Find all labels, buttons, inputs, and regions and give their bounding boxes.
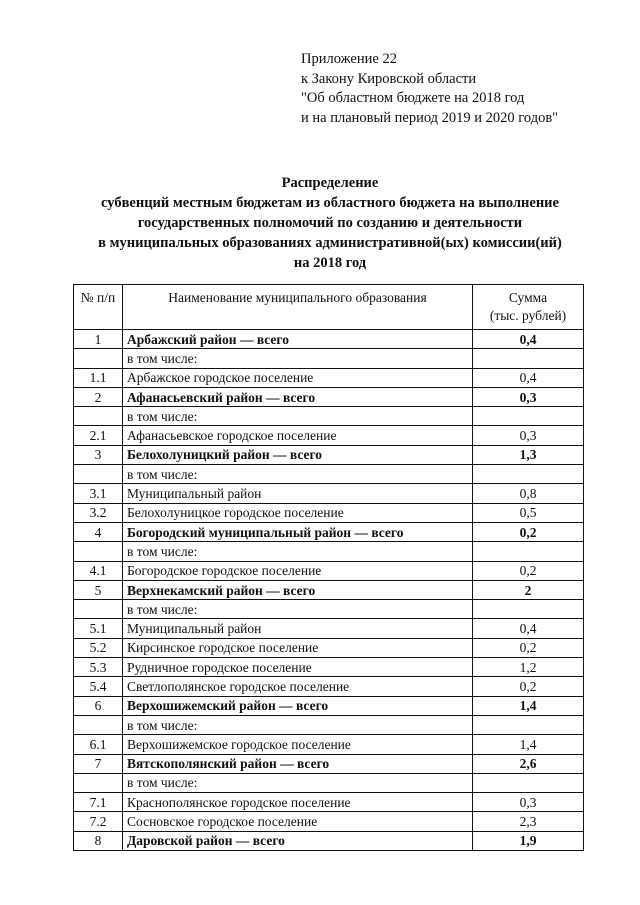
row-name: Белохолуницкий район — всего [123,445,473,464]
row-name: Богородский муниципальный район — всего [123,522,473,541]
row-name: Афанасьевский район — всего [123,387,473,406]
row-name: Краснополянское городское поселение [123,793,473,812]
table-row [74,330,584,349]
title-line: Распределение [281,175,379,191]
row-number: 4.1 [74,561,123,580]
appendix-line: "Об областном бюджете на 2018 год [301,90,525,106]
row-name: Кирсинское городское поселение [123,638,473,657]
row-number: 7.2 [74,812,123,831]
row-number: 3.2 [74,503,123,522]
row-number [74,542,123,561]
table-row [74,619,584,638]
row-name: Рудничное городское поселение [123,658,473,677]
row-sum: 1,9 [473,831,584,850]
row-name: Арбажское городское поселение [123,368,473,387]
row-name: Светлополянское городское поселение [123,677,473,696]
column-header-num: № п/п [74,285,123,330]
column-header-name: Наименование муниципального образования [123,285,473,330]
row-number: 3.1 [74,484,123,503]
table-row [74,773,584,792]
row-sum: 0,4 [473,330,584,349]
row-sum [473,715,584,734]
title-line: государственных полномочий по созданию и деятельности [137,215,523,231]
row-sum: 2 [473,580,584,599]
row-sum: 0,8 [473,484,584,503]
table-row [74,638,584,657]
row-name: Афанасьевское городское поселение [123,426,473,445]
row-number [74,773,123,792]
appendix-line: к Закону Кировской области [301,70,477,87]
row-name: Муниципальный район [123,619,473,638]
row-name: Верхошижемский район — всего [123,696,473,715]
table-row [74,735,584,754]
row-number: 7.1 [74,793,123,812]
row-sum: 0,4 [473,619,584,638]
row-name: в том числе: [123,600,473,619]
column-header-sum-line: (тыс. рублей) [489,308,567,323]
table-row [74,522,584,541]
row-number [74,349,123,368]
row-sum: 0,5 [473,503,584,522]
row-name: Белохолуницкое городское поселение [123,503,473,522]
table-body [74,330,584,851]
row-sum: 0,2 [473,522,584,541]
table-row [74,484,584,503]
row-number: 4 [74,522,123,541]
table-row [74,754,584,773]
row-number: 7 [74,754,123,773]
row-sum [473,600,584,619]
row-sum: 0,4 [473,368,584,387]
title-line: на 2018 год [293,255,367,271]
row-sum [473,542,584,561]
row-name: Вятскополянский район — всего [123,754,473,773]
row-number: 2.1 [74,426,123,445]
table-row [74,407,584,426]
row-sum [473,407,584,426]
table-row [74,561,584,580]
row-sum: 0,2 [473,638,584,657]
table-row [74,677,584,696]
row-sum: 0,3 [473,426,584,445]
row-number: 5.2 [74,638,123,657]
table-row [74,812,584,831]
row-name: в том числе: [123,407,473,426]
table-row [74,793,584,812]
column-header-sum-line: Сумма [508,290,548,305]
title-line: в муниципальных образованиях административной(ых) комиссии(ий) [98,235,562,251]
row-sum: 0,2 [473,677,584,696]
row-number: 6 [74,696,123,715]
row-sum: 1,2 [473,658,584,677]
row-number: 2 [74,387,123,406]
row-sum: 1,4 [473,696,584,715]
row-number: 1.1 [74,368,123,387]
row-number: 1 [74,330,123,349]
row-number: 5.1 [74,619,123,638]
row-name: Даровской район — всего [123,831,473,850]
row-number: 8 [74,831,123,850]
row-name: в том числе: [123,542,473,561]
row-sum: 2,6 [473,754,584,773]
column-header-sum [473,285,584,330]
document-title [70,173,590,273]
appendix-header [301,50,621,128]
table-row [74,445,584,464]
row-name: в том числе: [123,773,473,792]
row-name: Верхнекамский район — всего [123,580,473,599]
row-name: Верхошижемское городское поселение [123,735,473,754]
row-sum: 1,4 [473,735,584,754]
table-row [74,349,584,368]
row-name: в том числе: [123,349,473,368]
row-name: в том числе: [123,465,473,484]
row-sum: 0,3 [473,793,584,812]
row-number: 5.3 [74,658,123,677]
row-name: Богородское городское поселение [123,561,473,580]
row-sum: 2,3 [473,812,584,831]
row-sum [473,465,584,484]
row-sum: 0,2 [473,561,584,580]
row-number [74,407,123,426]
table-row [74,715,584,734]
table-header-row [74,285,584,330]
row-number [74,465,123,484]
row-sum: 0,3 [473,387,584,406]
table-row [74,696,584,715]
table-row [74,580,584,599]
row-sum [473,349,584,368]
row-name: Сосновское городское поселение [123,812,473,831]
appendix-line: и на плановый период 2019 и 2020 годов" [301,109,559,126]
table-row [74,465,584,484]
appendix-line: Приложение 22 [301,51,397,67]
row-number: 6.1 [74,735,123,754]
row-number [74,600,123,619]
row-name: в том числе: [123,715,473,734]
table-row [74,542,584,561]
table-row [74,831,584,850]
row-name: Муниципальный район [123,484,473,503]
row-sum: 1,3 [473,445,584,464]
row-number: 5 [74,580,123,599]
table-row [74,503,584,522]
subvention-table [73,284,584,851]
table-row [74,600,584,619]
row-number [74,715,123,734]
table-row [74,426,584,445]
row-number: 5.4 [74,677,123,696]
row-number: 3 [74,445,123,464]
row-name: Арбажский район — всего [123,330,473,349]
table-row [74,658,584,677]
table-row [74,387,584,406]
title-line: субвенций местным бюджетам из областного бюджета на выполнение [101,195,559,211]
table-row [74,368,584,387]
row-sum [473,773,584,792]
